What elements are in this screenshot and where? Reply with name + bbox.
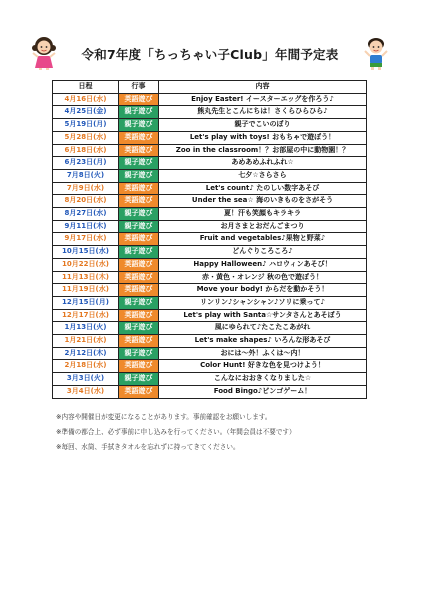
note: ※毎回、水筒、手拭きタオルを忘れずに持ってきてください。 xyxy=(56,443,240,451)
schedule-body xyxy=(53,93,367,398)
event-badge: 英語遊び xyxy=(119,258,159,271)
event-badge: 英語遊び xyxy=(119,195,159,208)
table-row xyxy=(53,144,367,157)
table-row xyxy=(53,347,367,360)
content-cell: Enjoy Easter! イースターエッグを作ろう♪ xyxy=(159,93,367,106)
header-event: 行事 xyxy=(119,81,159,94)
date-cell: 8月20日(水) xyxy=(53,195,119,208)
event-badge: 親子遊び xyxy=(119,157,159,170)
date-cell: 11月19日(水) xyxy=(53,284,119,297)
date-cell: 10月15日(水) xyxy=(53,246,119,259)
table-row xyxy=(53,296,367,309)
date-cell: 7月9日(水) xyxy=(53,182,119,195)
table-row xyxy=(53,360,367,373)
date-cell: 12月15日(月) xyxy=(53,296,119,309)
content-cell: Move your body! からだを動かそう！ xyxy=(159,284,367,297)
table-row xyxy=(53,106,367,119)
content-cell: Let's make shapes♪ いろんな形あそび xyxy=(159,335,367,348)
header-content: 内容 xyxy=(159,81,367,94)
table-row xyxy=(53,271,367,284)
content-cell: Let's count♪ たのしい数字あそび xyxy=(159,182,367,195)
date-cell: 4月25日(金) xyxy=(53,106,119,119)
table-row xyxy=(53,208,367,221)
table-row xyxy=(53,258,367,271)
content-cell: リンリン♪シャンシャン♪ソリに乗って♪ xyxy=(159,296,367,309)
date-cell: 11月13日(木) xyxy=(53,271,119,284)
date-cell: 6月18日(水) xyxy=(53,144,119,157)
notes xyxy=(56,410,386,455)
event-badge: 英語遊び xyxy=(119,385,159,398)
content-cell: どんぐりころころ♪ xyxy=(159,246,367,259)
event-badge: 英語遊び xyxy=(119,309,159,322)
date-cell: 4月16日(水) xyxy=(53,93,119,106)
date-cell: 3月4日(水) xyxy=(53,385,119,398)
event-badge: 親子遊び xyxy=(119,296,159,309)
date-cell: 12月17日(水) xyxy=(53,309,119,322)
header-date: 日程 xyxy=(53,81,119,94)
table-row xyxy=(53,322,367,335)
table-row xyxy=(53,93,367,106)
date-cell: 2月12日(木) xyxy=(53,347,119,360)
event-badge: 英語遊び xyxy=(119,131,159,144)
event-badge: 英語遊び xyxy=(119,182,159,195)
table-row xyxy=(53,233,367,246)
date-cell: 6月23日(月) xyxy=(53,157,119,170)
event-badge: 親子遊び xyxy=(119,373,159,386)
event-badge: 英語遊び xyxy=(119,335,159,348)
event-badge: 英語遊び xyxy=(119,271,159,284)
date-cell: 7月8日(火) xyxy=(53,169,119,182)
content-cell: Food Bingo♪ビンゴゲーム！ xyxy=(159,385,367,398)
content-cell: Happy Halloween♪ ハロウィンあそび！ xyxy=(159,258,367,271)
date-cell: 10月22日(水) xyxy=(53,258,119,271)
content-cell: Let's play with Santa☆サンタさんとあそぼう xyxy=(159,309,367,322)
table-row xyxy=(53,246,367,259)
content-cell: Zoo in the classroom！？お部屋の中に動物園！？ xyxy=(159,144,367,157)
content-cell: 七夕☆さらさら xyxy=(159,169,367,182)
table-row xyxy=(53,220,367,233)
header xyxy=(30,36,390,70)
date-cell: 3月3日(火) xyxy=(53,373,119,386)
content-cell: 赤・黄色・オレンジ 秋の色で遊ぼう！ xyxy=(159,271,367,284)
date-cell: 8月27日(水) xyxy=(53,208,119,221)
note: ※内容や開催日が変更になることがあります。事前確認をお願いします。 xyxy=(56,413,272,421)
date-cell: 5月28日(水) xyxy=(53,131,119,144)
schedule-table xyxy=(52,80,367,399)
event-badge: 親子遊び xyxy=(119,322,159,335)
event-badge: 親子遊び xyxy=(119,208,159,221)
event-badge: 英語遊び xyxy=(119,233,159,246)
event-badge: 親子遊び xyxy=(119,347,159,360)
content-cell: 熊丸先生とこんにちは！さくらひらひら♪ xyxy=(159,106,367,119)
table-row xyxy=(53,119,367,132)
content-cell: 風にゆられて♪たこたこあがれ xyxy=(159,322,367,335)
table-header-row xyxy=(53,81,367,94)
table-row xyxy=(53,195,367,208)
date-cell: 5月19日(月) xyxy=(53,119,119,132)
event-badge: 親子遊び xyxy=(119,169,159,182)
content-cell: お月さまとおだんごまつり xyxy=(159,220,367,233)
table-row xyxy=(53,157,367,170)
content-cell: こんなにおおきくなりました☆ xyxy=(159,373,367,386)
table-row xyxy=(53,169,367,182)
content-cell: Color Hunt! 好きな色を見つけよう！ xyxy=(159,360,367,373)
date-cell: 2月18日(水) xyxy=(53,360,119,373)
content-cell: あめあめふれふれ☆ xyxy=(159,157,367,170)
page-title: 令和7年度「ちっちゃい子Club」年間予定表 xyxy=(81,47,339,62)
event-badge: 英語遊び xyxy=(119,93,159,106)
event-badge: 英語遊び xyxy=(119,144,159,157)
table-row xyxy=(53,284,367,297)
note: ※準備の都合上、必ず事前に申し込みを行ってください。（年間会員は不要です） xyxy=(56,428,296,436)
event-badge: 親子遊び xyxy=(119,106,159,119)
content-cell: Fruit and vegetables♪果物と野菜♪ xyxy=(159,233,367,246)
event-badge: 英語遊び xyxy=(119,284,159,297)
date-cell: 1月13日(火) xyxy=(53,322,119,335)
content-cell: 夏！汗も笑顔もキラキラ xyxy=(159,208,367,221)
boy-character-icon xyxy=(362,36,390,70)
table-row xyxy=(53,385,367,398)
table-row xyxy=(53,182,367,195)
content-cell: Let's play with toys! おもちゃで遊ぼう！ xyxy=(159,131,367,144)
event-badge: 親子遊び xyxy=(119,119,159,132)
table-row xyxy=(53,373,367,386)
event-badge: 英語遊び xyxy=(119,360,159,373)
table-row xyxy=(53,335,367,348)
event-badge: 親子遊び xyxy=(119,220,159,233)
content-cell: Under the sea☆ 海のいきものをさがそう xyxy=(159,195,367,208)
date-cell: 1月21日(水) xyxy=(53,335,119,348)
content-cell: 親子でこいのぼり xyxy=(159,119,367,132)
table-row xyxy=(53,131,367,144)
event-badge: 親子遊び xyxy=(119,246,159,259)
date-cell: 9月17日(水) xyxy=(53,233,119,246)
girl-character-icon xyxy=(30,36,58,70)
date-cell: 9月11日(木) xyxy=(53,220,119,233)
table-row xyxy=(53,309,367,322)
content-cell: おには～外！ふくは～内！ xyxy=(159,347,367,360)
